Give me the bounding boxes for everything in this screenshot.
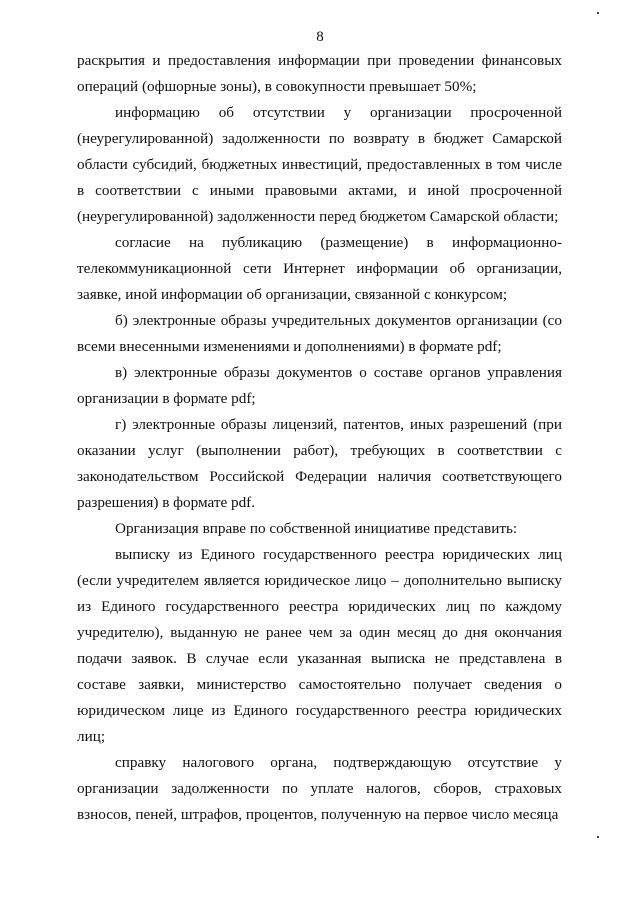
paragraph-item-g: г) электронные образы лицензий, патентов, иных разрешений (при оказании услуг (выполнении работ), требующих в соответствии с законодательством Российской Федерации наличия соответствующего разрешения) в формате pdf.: [77, 416, 562, 511]
scan-artifact: [597, 836, 599, 838]
paragraph-registry-extract: выписку из Единого государственного реестра юридических лиц (если учредителем является юридическое лицо – дополнительно выписку из Единого государственного реестра юридических лиц по каждому учредителю), выданную не ранее чем за один месяц до дня окончания подачи заявок. В случае если указанная выписка не представлена в составе заявки, министерство самостоятельно получает сведения о юридическом лице из Единого государственного реестра юридических лиц;: [77, 546, 562, 745]
paragraph-debt-info: информацию об отсутствии у организации просроченной (неурегулированной) задолженности по возврату в бюджет Самарской области субсидий, бюджетных инвестиций, предоставленных в том числе в соответствии с иными правовыми актами, и иной просроченной (неурегулированной) задолженности перед бюджетом Самарской области;: [77, 104, 562, 225]
document-body: [77, 48, 562, 828]
paragraph-item-v: в) электронные образы документов о составе органов управления организации в формате pdf;: [77, 364, 562, 407]
paragraph-continuation: раскрытия и предоставления информации при проведении финансовых операций (офшорные зоны), в совокупности превышает 50%;: [77, 52, 562, 95]
paragraph-publication-consent: согласие на публикацию (размещение) в информационно-телекоммуникационной сети Интернет информации об организации, заявке, иной информации об организации, связанной с конкурсом;: [77, 234, 562, 303]
paragraph-optional-intro: Организация вправе по собственной инициативе представить:: [115, 520, 518, 537]
scan-artifact: [597, 12, 599, 14]
paragraph-item-b: б) электронные образы учредительных документов организации (со всеми внесенными изменениями и дополнениями) в формате pdf;: [77, 312, 562, 355]
page-number: 8: [316, 29, 324, 45]
paragraph-tax-certificate: справку налогового органа, подтверждающую отсутствие у организации задолженности по уплате налогов, сборов, страховых взносов, пеней, штрафов, процентов, полученную на первое число месяца: [77, 754, 562, 823]
